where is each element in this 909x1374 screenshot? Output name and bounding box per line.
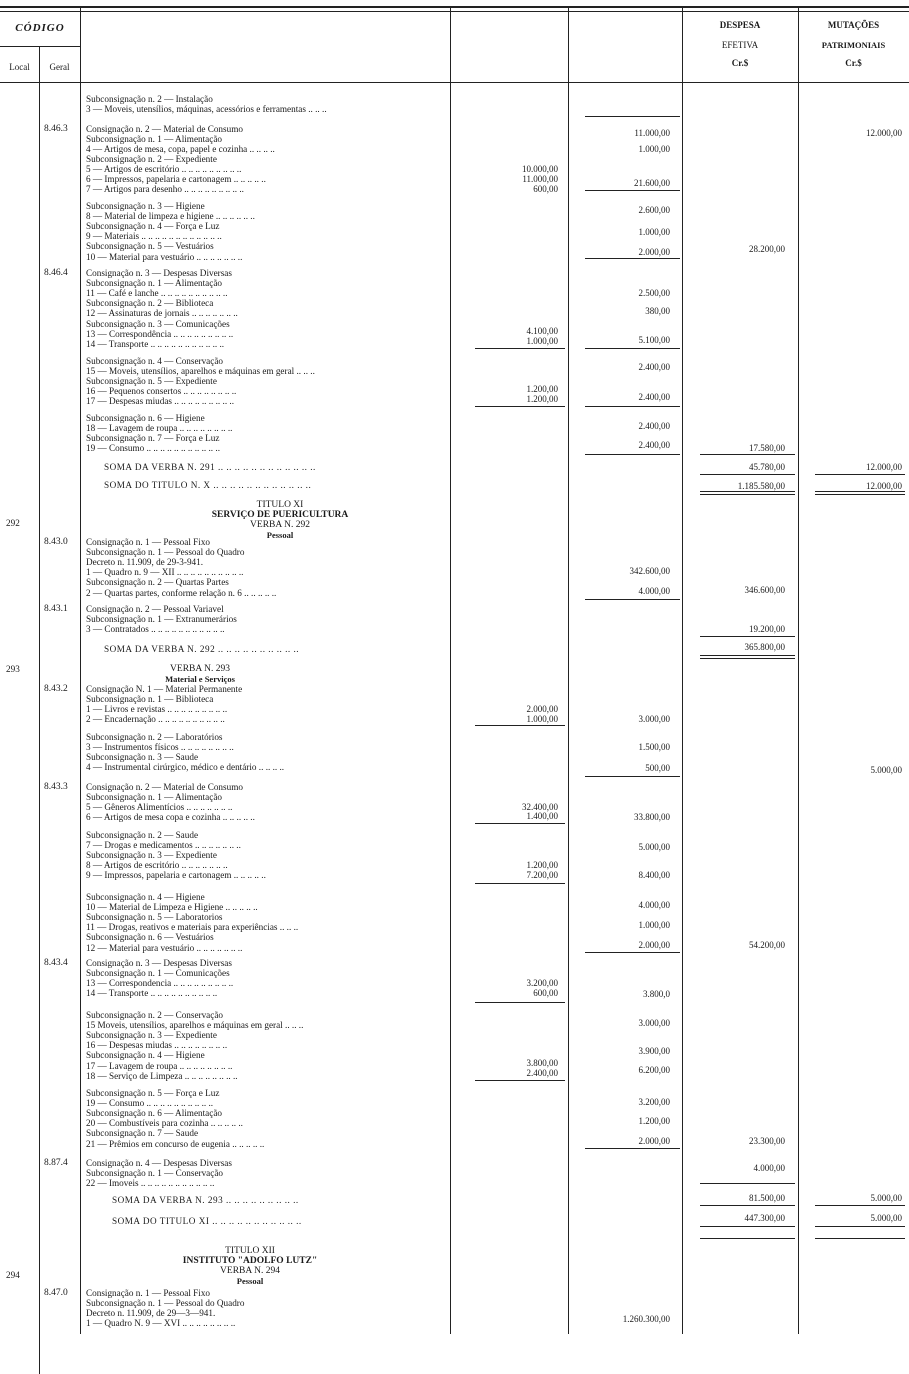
despesas-div-line: Consignação n. 4 — Despesas Diversas <box>86 1158 232 1168</box>
col-line-desc <box>450 6 451 1334</box>
despesas-div-line: Subconsignação n. 1 — Conservação <box>86 1168 224 1179</box>
val-c3: 7.200,00 <box>526 870 558 880</box>
conservacao-line: 17 — Despesas miudas .. .. .. .. .. .. .. .. .. <box>86 396 235 407</box>
header-crs: Cr.$ <box>731 58 749 68</box>
expediente-line: Subconsignação n. 2 — Expediente <box>86 154 217 164</box>
conservacao2-line: 18 — Serviço de Limpeza .. .. .. .. .. .. .. .. <box>86 1070 238 1081</box>
material-consumo-line: Consignação n. 2 — Material de Consumo <box>86 782 243 792</box>
val-c4: 2.400,00 <box>638 440 670 450</box>
val-c4: 342.600,00 <box>629 566 670 576</box>
val-c4: 4.000,00 <box>638 586 670 596</box>
val-c4: 5.100,00 <box>638 335 670 345</box>
col-line-c4 <box>682 6 683 1334</box>
expediente-line: 6 — Impressos, papelaria e cartonagem .. .. .. .. .. <box>86 174 266 185</box>
val-c3: 3.200,00 <box>526 978 558 988</box>
sum-rule <box>475 1080 565 1081</box>
sum-rule <box>585 258 680 259</box>
val-c3: 4.100,00 <box>526 326 558 336</box>
titulo-xii-heading: VERBA N. 294 <box>220 1266 280 1277</box>
top-rule <box>0 6 909 8</box>
val-c4: 2.000,00 <box>638 1136 670 1146</box>
val-c4: 33.800,00 <box>634 812 670 822</box>
val-c4: 2.000,00 <box>638 940 670 950</box>
codigo-rule <box>0 46 80 47</box>
sum-rule <box>815 1238 905 1239</box>
higiene-line: 9 — Materiais .. .. .. .. .. .. .. .. .. .. .. .. <box>86 231 222 242</box>
val-c5: 1.185.580,00 <box>737 481 785 491</box>
sum-rule <box>815 474 905 475</box>
val-c5: 365.800,00 <box>744 642 785 652</box>
material-perm-line: Consignação N. 1 — Material Permanente <box>86 684 243 694</box>
val-c4: 3.000,00 <box>638 1018 670 1028</box>
sum-rule <box>700 1226 795 1227</box>
val-c4: 5.000,00 <box>638 842 670 852</box>
consumo-line: 4 — Artigos de mesa, copa, papel e cozinha .. .. .. .. <box>86 144 275 155</box>
saude-line: 7 — Drogas e medicamentos .. .. .. .. .. .. .. <box>86 840 241 851</box>
material-consumo-line: 6 — Artigos de mesa copa e cozinha .. .. .. .. .. <box>86 812 255 823</box>
sum-rule <box>585 190 680 191</box>
saude-line: 8 — Artigos de escritório .. .. .. .. .. .. .. <box>86 860 228 871</box>
val-c4: 2.500,00 <box>638 288 670 298</box>
b843-0-geral: 8.43.0 <box>44 537 68 547</box>
val-c3: 32.400,00 <box>522 802 558 812</box>
sum-rule <box>815 491 905 492</box>
higiene3-line: Subconsignação n. 4 — Higiene <box>86 892 205 902</box>
val-c6: 12.000,00 <box>866 481 902 491</box>
header-rule <box>0 82 909 83</box>
sum-rule <box>585 454 680 455</box>
higiene2-line: 18 — Lavagem de roupa .. .. .. .. .. .. .. .. <box>86 423 233 434</box>
val-c4: 1.000,00 <box>638 920 670 930</box>
pessoal-fixo-line: Subconsignação n. 1 — Pessoal do Quadro <box>86 547 245 558</box>
val-c4: 500,00 <box>645 763 670 773</box>
laboratorios-line: Subconsignação n. 3 — Saude <box>86 752 199 763</box>
val-c3: 3.800,00 <box>526 1058 558 1068</box>
val-c3: 600,00 <box>533 184 558 195</box>
sum-rule <box>815 1205 905 1206</box>
val-c3: 1.400,00 <box>526 811 558 821</box>
conservacao2-line: 16 — Despesas miudas .. .. .. .. .. .. .. .. <box>86 1040 228 1051</box>
val-c3: 1.000,00 <box>526 336 558 346</box>
pessoal-variavel-line: Consignação n. 2 — Pessoal Variavel <box>86 604 224 614</box>
pessoal-variavel-line: 3 — Contratados .. .. .. .. .. .. .. .. .. .. .. <box>86 624 225 635</box>
conservacao-line: Subconsignação n. 5 — Expediente <box>86 376 217 387</box>
sum-rule <box>700 655 795 656</box>
higiene2-line: Subconsignação n. 6 — Higiene <box>86 413 205 423</box>
sum-rule <box>700 1183 795 1184</box>
val-c4: 11.000,00 <box>634 128 670 138</box>
b843-2-geral: 8.43.2 <box>44 684 68 694</box>
val-c4: 4.000,00 <box>638 900 670 910</box>
b887-4-geral: 8.87.4 <box>44 1158 68 1168</box>
comunicacoes-line: 14 — Transporte .. .. .. .. .. .. .. .. .. .. <box>86 988 218 999</box>
forca-luz-line: Subconsignação n. 6 — Alimentação <box>86 1108 222 1119</box>
titulo-xi-heading: TITULO XI <box>256 500 304 510</box>
b843-1-geral: 8.43.1 <box>44 604 68 614</box>
material-perm-line: 1 — Livros e revistas .. .. .. .. .. .. .. .. .. <box>86 704 228 715</box>
higiene3-line: Subconsignação n. 6 — Vestuários <box>86 932 214 943</box>
conservacao-line: 15 — Moveis, utensílios, aparelhos e máquinas em geral .. .. .. <box>86 366 315 377</box>
val-c6: 5.000,00 <box>870 1193 902 1203</box>
val-c5: 23.300,00 <box>749 1136 785 1146</box>
forca-luz-line: Subconsignação n. 7 — Saude <box>86 1128 199 1139</box>
laboratorios-line: 4 — Instrumental cirúrgico, médico e dentário .. .. .. .. <box>86 762 285 773</box>
val-c4: 3.800,0 <box>643 989 670 999</box>
col-line-c3 <box>568 6 569 1334</box>
val-c4: 2.400,00 <box>638 421 670 431</box>
soma-verba-293: SOMA DA VERBA N. 293 .. .. .. .. .. .. .. .. .. <box>112 1195 299 1205</box>
pessoal-fixo-line: Subconsignação n. 2 — Quartas Partes <box>86 577 229 588</box>
forca-luz-line: 19 — Consumo .. .. .. .. .. .. .. .. .. .. <box>86 1098 214 1109</box>
val-c4: 380,00 <box>645 306 670 316</box>
higiene3-line: 10 — Material de Limpeza e Higiene .. .. .. .. .. <box>86 902 258 913</box>
val-c5: 447.300,00 <box>744 1213 785 1223</box>
val-c3: 11.000,00 <box>522 174 558 185</box>
val-c4: 3.000,00 <box>638 714 670 724</box>
instalacao-line: 3 — Moveis, utensílios, máquinas, acessórios e ferramentas .. .. .. <box>86 104 327 115</box>
pessoal-fixo-line: Decreto n. 11.909, de 29-3-941. <box>86 557 204 568</box>
higiene2-line: 19 — Consumo .. .. .. .. .. .. .. .. .. .. .. <box>86 443 220 454</box>
local-292: 292 <box>6 518 20 528</box>
val-c6: 12.000,00 <box>866 128 902 138</box>
val-c4: 2.400,00 <box>638 362 670 372</box>
val-c3: 2.400,00 <box>526 1068 558 1078</box>
val-c4: 1.000,00 <box>638 144 670 154</box>
conservacao2-line: 15 Moveis, utensílios, aparelhos e máquinas em geral .. .. .. <box>86 1020 304 1031</box>
pessoal-fixo-294-line: Consignação n. 1 — Pessoal Fixo <box>86 1288 211 1298</box>
conservacao2-line: Subconsignação n. 3 — Expediente <box>86 1030 217 1041</box>
comunicacoes-line: 13 — Correspondencia .. .. .. .. .. .. .. .. .. <box>86 978 234 989</box>
despesas-line: Subconsignação n. 2 — Biblioteca <box>86 298 214 309</box>
conservacao-line: Subconsignação n. 4 — Conservação <box>86 356 224 366</box>
higiene3-line: 12 — Material para vestuário .. .. .. .. .. .. .. <box>86 942 243 953</box>
higiene3-line: 11 — Drogas, reativos e materiais para experiências .. .. .. <box>86 922 299 933</box>
pessoal-fixo-294-line: Subconsignação n. 1 — Pessoal do Quadro <box>86 1298 245 1309</box>
val-c3: 1.200,00 <box>526 394 558 404</box>
top-rule-thin <box>0 11 909 12</box>
sum-rule <box>585 116 680 117</box>
col-line-local <box>39 46 40 1374</box>
despesas-line: Consignação n. 3 — Despesas Diversas <box>86 268 232 278</box>
sum-rule <box>585 1148 680 1149</box>
forca-luz-line: Subconsignação n. 5 — Força e Luz <box>86 1088 220 1098</box>
sum-rule <box>700 491 795 492</box>
sum-rule <box>475 1002 565 1003</box>
consumo-line: Consignação n. 2 — Material de Consumo <box>86 124 243 134</box>
titulo-xi-heading: SERVIÇO DE PUERICULTURA <box>211 510 349 521</box>
header-codigo: CÓDIGO <box>15 22 65 34</box>
saude-line: 9 — Impressos, papelaria e cartonagem .. .. .. .. .. <box>86 870 266 881</box>
val-c5: 4.000,00 <box>753 1163 785 1173</box>
sum-rule <box>585 952 680 953</box>
higiene-line: 8 — Material de limpeza e higiene .. .. .. .. .. .. <box>86 211 255 222</box>
val-c5: 346.600,00 <box>744 585 785 595</box>
laboratorios-line: Subconsignação n. 2 — Laboratórios <box>86 732 223 742</box>
sum-rule <box>700 454 795 455</box>
despesas-line: Subconsignação n. 1 — Alimentação <box>86 278 222 289</box>
conservacao2-line: Subconsignação n. 2 — Conservação <box>86 1010 224 1020</box>
local-294: 294 <box>6 1270 20 1280</box>
val-c6: 12.000,00 <box>866 462 902 472</box>
pessoal-fixo-line: 2 — Quartas partes, conforme relação n. 6 .. .. .. .. .. <box>86 587 277 598</box>
val-c4: 2.400,00 <box>638 392 670 402</box>
sum-rule <box>475 348 565 349</box>
despesas-line: 12 — Assinaturas de jornais .. .. .. .. .. .. .. <box>86 308 238 319</box>
soma-titulo-x: SOMA DO TITULO N. X .. .. .. .. .. .. .. .. .. .. .. .. <box>104 480 312 490</box>
val-c5: 28.200,00 <box>749 244 785 254</box>
val-c3: 1.200,00 <box>526 384 558 394</box>
material-perm-line: 2 — Encadernação .. .. .. .. .. .. .. .. .. .. <box>86 714 225 725</box>
b846-3-geral: 8.46.3 <box>44 124 68 134</box>
val-c4: 1.000,00 <box>638 227 670 237</box>
b847-0-geral: 8.47.0 <box>44 1288 68 1298</box>
pessoal-fixo-line: 1 — Quadro n. 9 — XII .. .. .. .. .. .. .. .. .. .. <box>86 567 244 578</box>
titulo-xi-heading: VERBA N. 292 <box>250 520 310 531</box>
sum-rule <box>700 636 795 637</box>
soma-titulo-xi: SOMA DO TITULO XI .. .. .. .. .. .. .. .. .. .. .. <box>112 1216 302 1226</box>
val-c5: 19.200,00 <box>749 624 785 634</box>
val-c3: 1.000,00 <box>526 714 558 724</box>
despesas-line: 11 — Café e lanche .. .. .. .. .. .. .. .. .. .. <box>86 288 228 299</box>
pessoal-fixo-line: Consignação n. 1 — Pessoal Fixo <box>86 537 211 547</box>
titulo-xii-heading: TITULO XII <box>225 1246 275 1256</box>
verba-293-sub: Material e Serviços <box>165 674 235 684</box>
col-line-c5 <box>798 6 799 1334</box>
higiene-line: Subconsignação n. 5 — Vestuários <box>86 241 214 252</box>
val-c4: 1.500,00 <box>638 742 670 752</box>
sum-rule <box>700 1238 795 1239</box>
val-c5: 54.200,00 <box>749 940 785 950</box>
higiene-line: Subconsignação n. 4 — Força e Luz <box>86 221 220 232</box>
soma-verba-291: SOMA DA VERBA N. 291 .. .. .. .. .. .. .. .. .. .. .. .. <box>104 462 316 472</box>
val-c4: 8.400,00 <box>638 870 670 880</box>
sum-rule <box>700 494 795 495</box>
comunicacoes-line: Subconsignação n. 1 — Comunicações <box>86 968 230 979</box>
sum-rule <box>475 406 565 407</box>
pessoal-fixo-294-line: 1 — Quadro N. 9 — XVI .. .. .. .. .. .. .. .. <box>86 1318 236 1329</box>
val-c4: 2.000,00 <box>638 247 670 257</box>
sum-rule <box>815 494 905 495</box>
sum-rule <box>700 1205 795 1206</box>
titulo-xi-heading: Pessoal <box>266 530 294 541</box>
val-c5: 17.580,00 <box>749 443 785 453</box>
header-despesa: DESPESA <box>719 20 761 30</box>
verba-293-heading: VERBA N. 293 <box>170 664 230 674</box>
sum-rule <box>700 658 795 659</box>
conservacao2-line: 17 — Lavagem de roupa .. .. .. .. .. .. .. .. <box>86 1060 233 1071</box>
sum-rule <box>475 725 565 726</box>
header-patrimoniais: PATRIMONIAIS <box>821 40 886 50</box>
header-efetiva: EFETIVA <box>721 40 759 50</box>
material-consumo-line: 5 — Gêneros Alimentícios .. .. .. .. .. .. .. <box>86 802 233 813</box>
pessoal-variavel-line: Subconsignação n. 1 — Extranumerários <box>86 614 237 625</box>
higiene-line: 10 — Material para vestuário .. .. .. .. .. .. .. <box>86 251 243 262</box>
sum-rule <box>475 883 565 884</box>
header-geral: Geral <box>49 62 70 72</box>
val-c4: 6.200,00 <box>638 1065 670 1075</box>
val-c5: 45.780,00 <box>749 462 785 472</box>
sum-rule <box>475 823 565 824</box>
pessoal-fixo-294-line: Decreto n. 11.909, de 29—3—941. <box>86 1308 216 1319</box>
laboratorios-line: 3 — Instrumentos físicos .. .. .. .. .. .. .. .. <box>86 742 234 753</box>
val-c4: 3.200,00 <box>638 1097 670 1107</box>
consumo-line: Subconsignação n. 1 — Alimentação <box>86 134 222 145</box>
header-mutacoes: MUTAÇÕES <box>827 20 880 30</box>
val-c4: 2.600,00 <box>638 205 670 215</box>
forca-luz-line: 21 — Prêmios em concurso de eugenia .. .. .. .. .. <box>86 1138 265 1149</box>
soma-verba-292: SOMA DA VERBA N. 292 .. .. .. .. .. .. .. .. .. .. <box>104 644 300 654</box>
conservacao-line: 16 — Pequenos consertos .. .. .. .. .. .. .. .. <box>86 386 237 397</box>
sum-rule <box>585 348 680 349</box>
val-c3: 10.000,00 <box>522 164 558 174</box>
expediente-line: 5 — Artigos de escritório .. .. .. .. .. .. .. .. .. <box>86 164 242 175</box>
header-local: Local <box>9 62 30 72</box>
despesas-div-line: 22 — Imoveis .. .. .. .. .. .. .. .. .. .. .. <box>86 1178 215 1189</box>
higiene-line: Subconsignação n. 3 — Higiene <box>86 201 205 211</box>
val-c4: 3.900,00 <box>638 1046 670 1056</box>
val-c3: 1.200,00 <box>526 860 558 870</box>
titulo-xii-heading: Pessoal <box>236 1276 264 1287</box>
comunicacoes-line: Consignação n. 3 — Despesas Diversas <box>86 958 232 968</box>
sum-rule <box>700 474 795 475</box>
val-c4: 1.260.300,00 <box>622 1314 670 1324</box>
titulo-xii-heading: INSTITUTO "ADOLFO LUTZ" <box>182 1256 318 1267</box>
despesas-line: 14 — Transporte .. .. .. .. .. .. .. .. .. .. .. <box>86 338 225 349</box>
val-c4: 1.200,00 <box>638 1116 670 1126</box>
saude-line: Subconsignação n. 2 — Saude <box>86 830 199 840</box>
material-perm-line: Subconsignação n. 1 — Biblioteca <box>86 694 214 705</box>
sum-rule <box>585 599 680 600</box>
header-crs2: Cr.$ <box>845 58 862 68</box>
material-consumo-line: Subconsignação n. 1 — Alimentação <box>86 792 222 803</box>
b846-4-geral: 8.46.4 <box>44 268 68 278</box>
higiene2-line: Subconsignação n. 7 — Força e Luz <box>86 433 220 444</box>
higiene3-line: Subconsignação n. 5 — Laboratorios <box>86 912 223 923</box>
sum-rule <box>815 1226 905 1227</box>
despesas-line: Subconsignação n. 3 — Comunicações <box>86 318 230 329</box>
forca-luz-line: 20 — Combustíveis para cozinha .. .. .. .. .. <box>86 1118 243 1129</box>
sum-rule <box>585 776 680 777</box>
val-c6: 5.000,00 <box>870 1213 902 1223</box>
col-line-geral <box>80 6 81 1334</box>
expediente-line: 7 — Artigos para desenho .. .. .. .. .. .. .. .. .. <box>86 184 244 195</box>
val-c5: 81.500,00 <box>749 1193 785 1203</box>
conservacao2-line: Subconsignação n. 4 — Higiene <box>86 1050 205 1061</box>
sum-rule <box>585 406 680 407</box>
b843-3-geral: 8.43.3 <box>44 782 68 792</box>
val-c4: 21.600,00 <box>634 178 670 188</box>
despesas-line: 13 — Correspondência .. .. .. .. .. .. .. .. .. <box>86 328 234 339</box>
val-c6: 5.000,00 <box>870 765 902 775</box>
val-c3: 2.000,00 <box>526 704 558 714</box>
saude-line: Subconsignação n. 3 — Expediente <box>86 850 217 861</box>
local-293: 293 <box>6 664 20 674</box>
b843-4-geral: 8.43.4 <box>44 958 68 968</box>
instalacao-line: Subconsignação n. 2 — Instalação <box>86 94 213 104</box>
val-c3: 600,00 <box>533 988 558 998</box>
